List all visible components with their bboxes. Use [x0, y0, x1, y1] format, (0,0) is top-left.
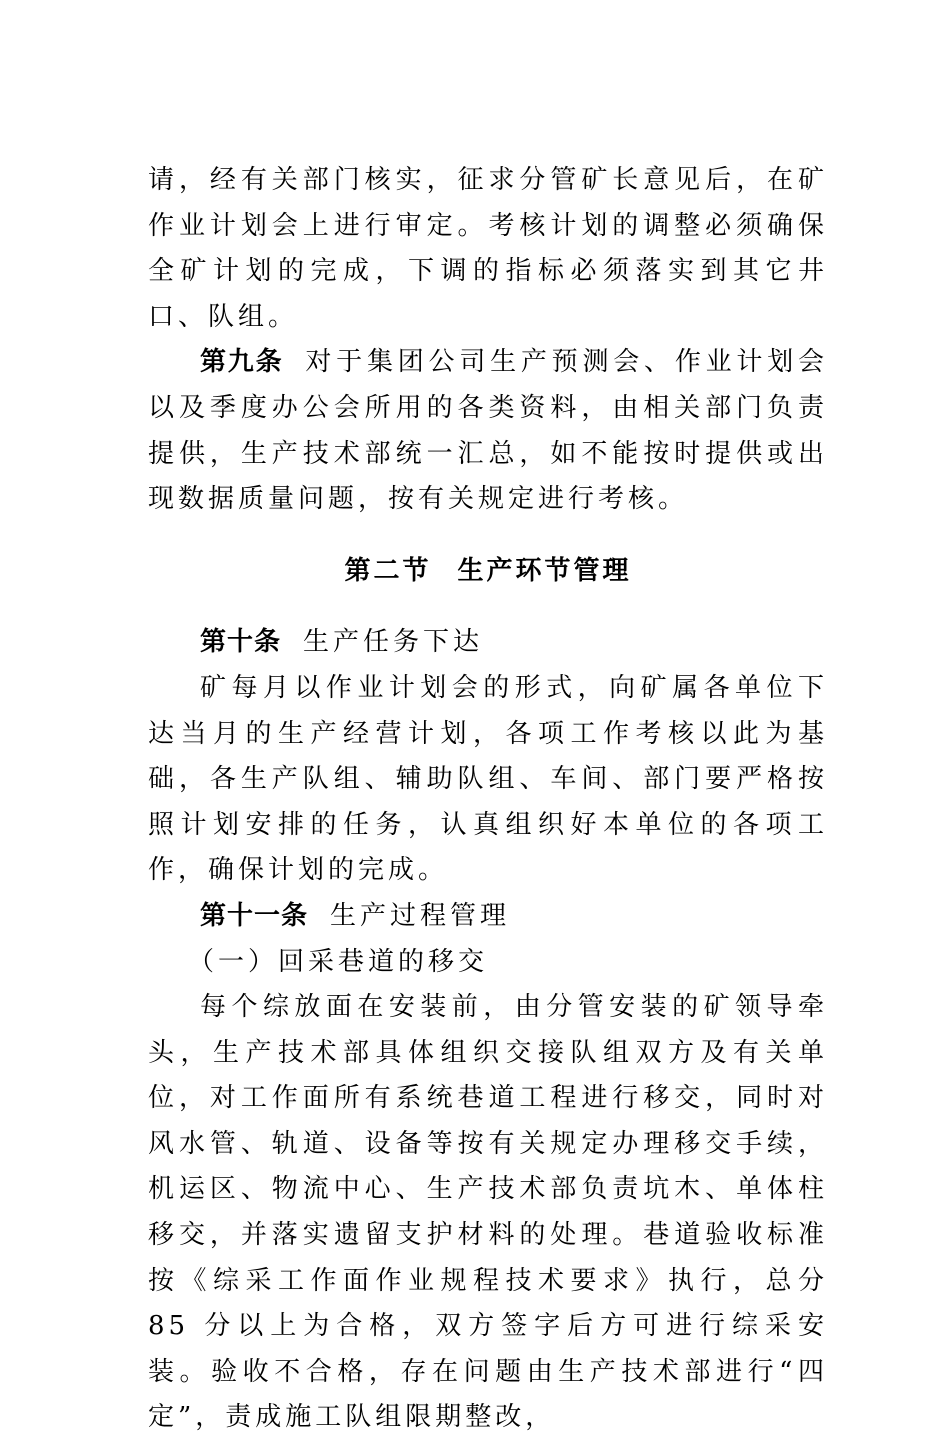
section-number: 第二节 [344, 555, 432, 586]
section-title: 生产环节管理 [457, 555, 632, 586]
document-page [148, 158, 828, 1441]
article-10-label: 第十条 [200, 627, 282, 658]
subsection-1-body: 每个综放面在安装前，由分管安装的矿领导牵头，生产技术部具体组织交接队组双方及有关单位，对工作面所有系统巷道工程进行移交，同时对风水管、轨道、设备等按有关规定办理移交手续，机运区、物流中心、生产技术部负责坑木、单体柱移交，并落实遗留支护材料的处理。巷道验收标准按《综采工作面作业规程技术要求》执行，总分 85 分以上为合格，双方签字后方可进行综采安装。验收不合格，存在问题由生产技术部进行“四定”，责成施工队组限期整改， [148, 992, 828, 1433]
article-10-heading [148, 620, 828, 666]
article-10-title: 生产任务下达 [303, 627, 484, 658]
article-9 [148, 340, 828, 522]
paragraph-continued: 请，经有关部门核实，征求分管矿长意见后，在矿作业计划会上进行审定。考核计划的调整必须确保全矿计划的完成，下调的指标必须落实到其它井口、队组。 [148, 165, 828, 332]
article-10-body: 矿每月以作业计划会的形式，向矿属各单位下达当月的生产经营计划，各项工作考核以此为基础，各生产队组、辅助队组、车间、部门要严格按照计划安排的任务，认真组织好本单位的各项工作，确保计划的完成。 [148, 672, 828, 886]
article-9-label: 第九条 [200, 347, 284, 378]
subsection-1-heading: （一）回采巷道的移交 [188, 946, 489, 977]
article-11-label: 第十一条 [200, 900, 309, 931]
article-11-heading [148, 894, 828, 940]
article-11-title: 生产过程管理 [330, 900, 511, 931]
section-heading [148, 549, 828, 595]
article-9-text: 对于集团公司生产预测会、作业计划会以及季度办公会所用的各类资料，由相关部门负责提供，生产技术部统一汇总，如不能按时提供或出现数据质量问题，按有关规定进行考核。 [148, 347, 828, 515]
